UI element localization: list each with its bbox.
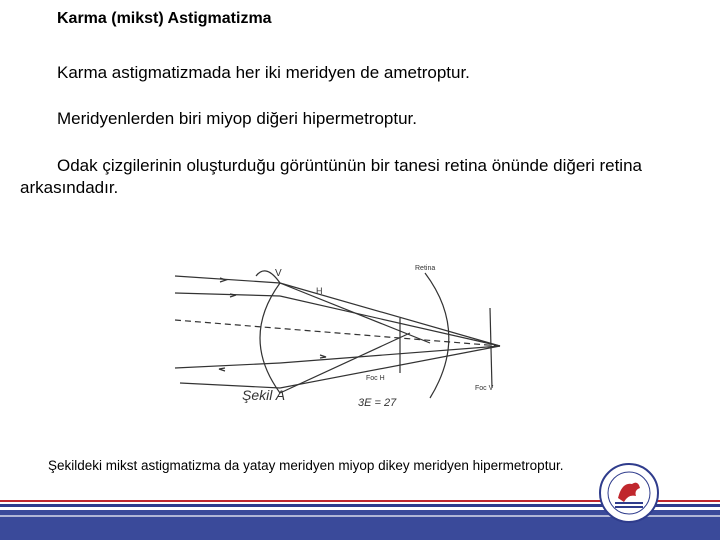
label-sekil: Şekil A — [242, 387, 286, 403]
label-formula: 3E = 27 — [358, 397, 397, 409]
label-retina: Retina — [415, 265, 436, 272]
label-h: H — [316, 286, 323, 296]
astigmatism-ray-diagram — [170, 228, 520, 413]
label-v: V — [275, 268, 282, 279]
lens-curve — [260, 283, 280, 393]
bullet-text: Karma astigmatizmada her iki meridyen de ametroptur. — [57, 63, 470, 82]
label-foc-h: Foc H — [366, 375, 385, 382]
body-paragraph: Odak çizgilerinin oluşturduğu görüntünün bir tanesi retina önünde diğeri retina arkasındadır. — [20, 156, 642, 197]
university-logo — [598, 462, 660, 524]
label-foc-v: Foc V — [475, 385, 494, 392]
slide-title: Karma (mikst) Astigmatizma — [57, 10, 272, 27]
figure-caption: Şekildeki mikst astigmatizma da yatay meridyen miyop dikey meridyen hipermetroptur. — [48, 458, 564, 473]
retina-arc — [425, 273, 449, 398]
bullet-text: Meridyenlerden biri miyop diğeri hipermetroptur. — [57, 109, 417, 128]
